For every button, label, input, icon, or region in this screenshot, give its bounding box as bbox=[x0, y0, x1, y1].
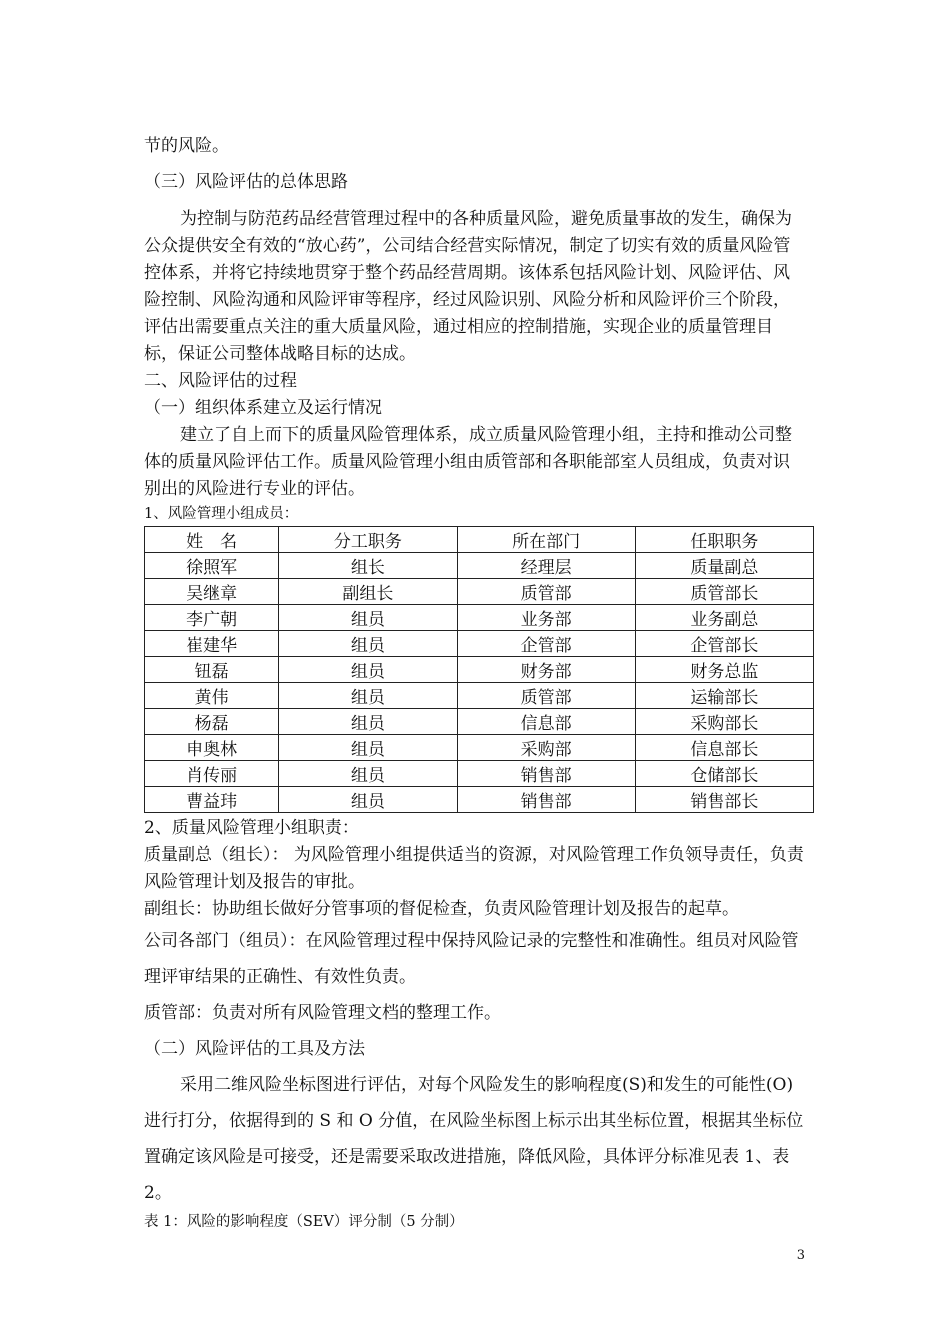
cell-dept: 销售部 bbox=[457, 787, 635, 813]
table-row bbox=[145, 787, 814, 813]
cell-position: 采购部长 bbox=[635, 709, 813, 735]
cell-position: 销售部长 bbox=[635, 787, 813, 813]
cell-dept: 财务部 bbox=[457, 657, 635, 683]
cell-dept: 信息部 bbox=[457, 709, 635, 735]
cell-name: 李广朝 bbox=[145, 605, 279, 631]
heading-tools-methods: （二）风险评估的工具及方法 bbox=[144, 1039, 365, 1059]
cell-dept: 采购部 bbox=[457, 735, 635, 761]
table-row bbox=[145, 735, 814, 761]
document-body bbox=[144, 128, 806, 1233]
table-row bbox=[145, 579, 814, 605]
cell-role: 组员 bbox=[279, 787, 457, 813]
heading-process: 二、风险评估的过程 bbox=[144, 371, 297, 391]
cell-role: 组员 bbox=[279, 761, 457, 787]
cell-position: 质管部长 bbox=[635, 579, 813, 605]
cell-dept: 质管部 bbox=[457, 683, 635, 709]
column-header: 任职职务 bbox=[635, 527, 813, 553]
table-row bbox=[145, 683, 814, 709]
cell-name: 吴继章 bbox=[145, 579, 279, 605]
cell-role: 组员 bbox=[279, 709, 457, 735]
cell-name: 申奥林 bbox=[145, 735, 279, 761]
members-table bbox=[144, 526, 814, 813]
heading-organization: （一）组织体系建立及运行情况 bbox=[144, 398, 382, 418]
cell-role: 组员 bbox=[279, 735, 457, 761]
paragraph-overall-approach: 为控制与防范药品经营管理过程中的各种质量风险，避免质量事故的发生，确保为公众提供安全有效的“放心药”，公司结合经营实际情况，制定了切实有效的质量风险管控体系，并将它持续地贯穿于整个药品经营周期。该体系包括风险计划、风险评估、风险控制、风险沟通和风险评审等程序，经过风险识别、风险分析和风险评价三个阶段， 评估出需要重点关注的重大质量风险，通过相应的控制措施，实现企业的质量管理目标，保证公司整体战略目标的达成。 bbox=[144, 209, 792, 364]
cell-position: 企管部长 bbox=[635, 631, 813, 657]
cell-position: 财务总监 bbox=[635, 657, 813, 683]
cell-role: 组员 bbox=[279, 657, 457, 683]
duty-quality-dept: 质管部：负责对所有风险管理文档的整理工作。 bbox=[144, 1003, 501, 1023]
cell-dept: 业务部 bbox=[457, 605, 635, 631]
page-number: 3 bbox=[796, 1248, 805, 1263]
cell-position: 业务副总 bbox=[635, 605, 813, 631]
cell-position: 运输部长 bbox=[635, 683, 813, 709]
cell-dept: 销售部 bbox=[457, 761, 635, 787]
cell-name: 黄伟 bbox=[145, 683, 279, 709]
cell-role: 组员 bbox=[279, 605, 457, 631]
duty-quality-vp: 质量副总（组长）： 为风险管理小组提供适当的资源，对风险管理工作负领导责任，负责风险管理计划及报告的审批。 bbox=[144, 845, 804, 892]
cell-role: 组长 bbox=[279, 553, 457, 579]
duty-departments: 公司各部门（组员）：在风险管理过程中保持风险记录的完整性和准确性。组员对风险管理评审结果的正确性、有效性负责。 bbox=[144, 931, 799, 987]
column-header: 姓 名 bbox=[145, 527, 279, 553]
cell-role: 组员 bbox=[279, 631, 457, 657]
table-header-row bbox=[145, 527, 814, 553]
cell-position: 信息部长 bbox=[635, 735, 813, 761]
duty-deputy-leader: 副组长：协助组长做好分管事项的督促检查，负责风险管理计划及报告的起草。 bbox=[144, 899, 739, 919]
cell-position: 质量副总 bbox=[635, 553, 813, 579]
column-header: 分工职务 bbox=[279, 527, 457, 553]
table-row bbox=[145, 605, 814, 631]
table1-caption: 表 1：风险的影响程度（SEV）评分制（5 分制） bbox=[144, 1214, 464, 1230]
cell-dept: 经理层 bbox=[457, 553, 635, 579]
cell-dept: 企管部 bbox=[457, 631, 635, 657]
cell-name: 崔建华 bbox=[145, 631, 279, 657]
table-row bbox=[145, 657, 814, 683]
cell-position: 仓储部长 bbox=[635, 761, 813, 787]
cell-name: 曹益玮 bbox=[145, 787, 279, 813]
list-item-duties: 2、质量风险管理小组职责： bbox=[144, 818, 359, 838]
paragraph-continuation: 节的风险。 bbox=[144, 136, 229, 156]
cell-role: 副组长 bbox=[279, 579, 457, 605]
cell-dept: 质管部 bbox=[457, 579, 635, 605]
table-row bbox=[145, 709, 814, 735]
table-row bbox=[145, 761, 814, 787]
cell-role: 组员 bbox=[279, 683, 457, 709]
table-row bbox=[145, 631, 814, 657]
cell-name: 徐照军 bbox=[145, 553, 279, 579]
heading-section-3: （三）风险评估的总体思路 bbox=[144, 172, 348, 192]
cell-name: 钮磊 bbox=[145, 657, 279, 683]
table-row bbox=[145, 553, 814, 579]
paragraph-method: 采用二维风险坐标图进行评估，对每个风险发生的影响程度(S)和发生的可能性(O)进行打分，依据得到的 S 和 O 分值，在风险坐标图上标示出其坐标位置，根据其坐标位置确定该风险是可接受，还是需要采取改进措施，降低风险，具体评分标准见表 1、表 2。 bbox=[144, 1075, 804, 1203]
paragraph-organization: 建立了自上而下的质量风险管理体系，成立质量风险管理小组，主持和推动公司整体的质量风险评估工作。质量风险管理小组由质管部和各职能部室人员组成，负责对识别出的风险进行专业的评估。 bbox=[144, 425, 792, 499]
column-header: 所在部门 bbox=[457, 527, 635, 553]
cell-name: 肖传丽 bbox=[145, 761, 279, 787]
cell-name: 杨磊 bbox=[145, 709, 279, 735]
list-item-members: 1、风险管理小组成员： bbox=[144, 506, 299, 522]
